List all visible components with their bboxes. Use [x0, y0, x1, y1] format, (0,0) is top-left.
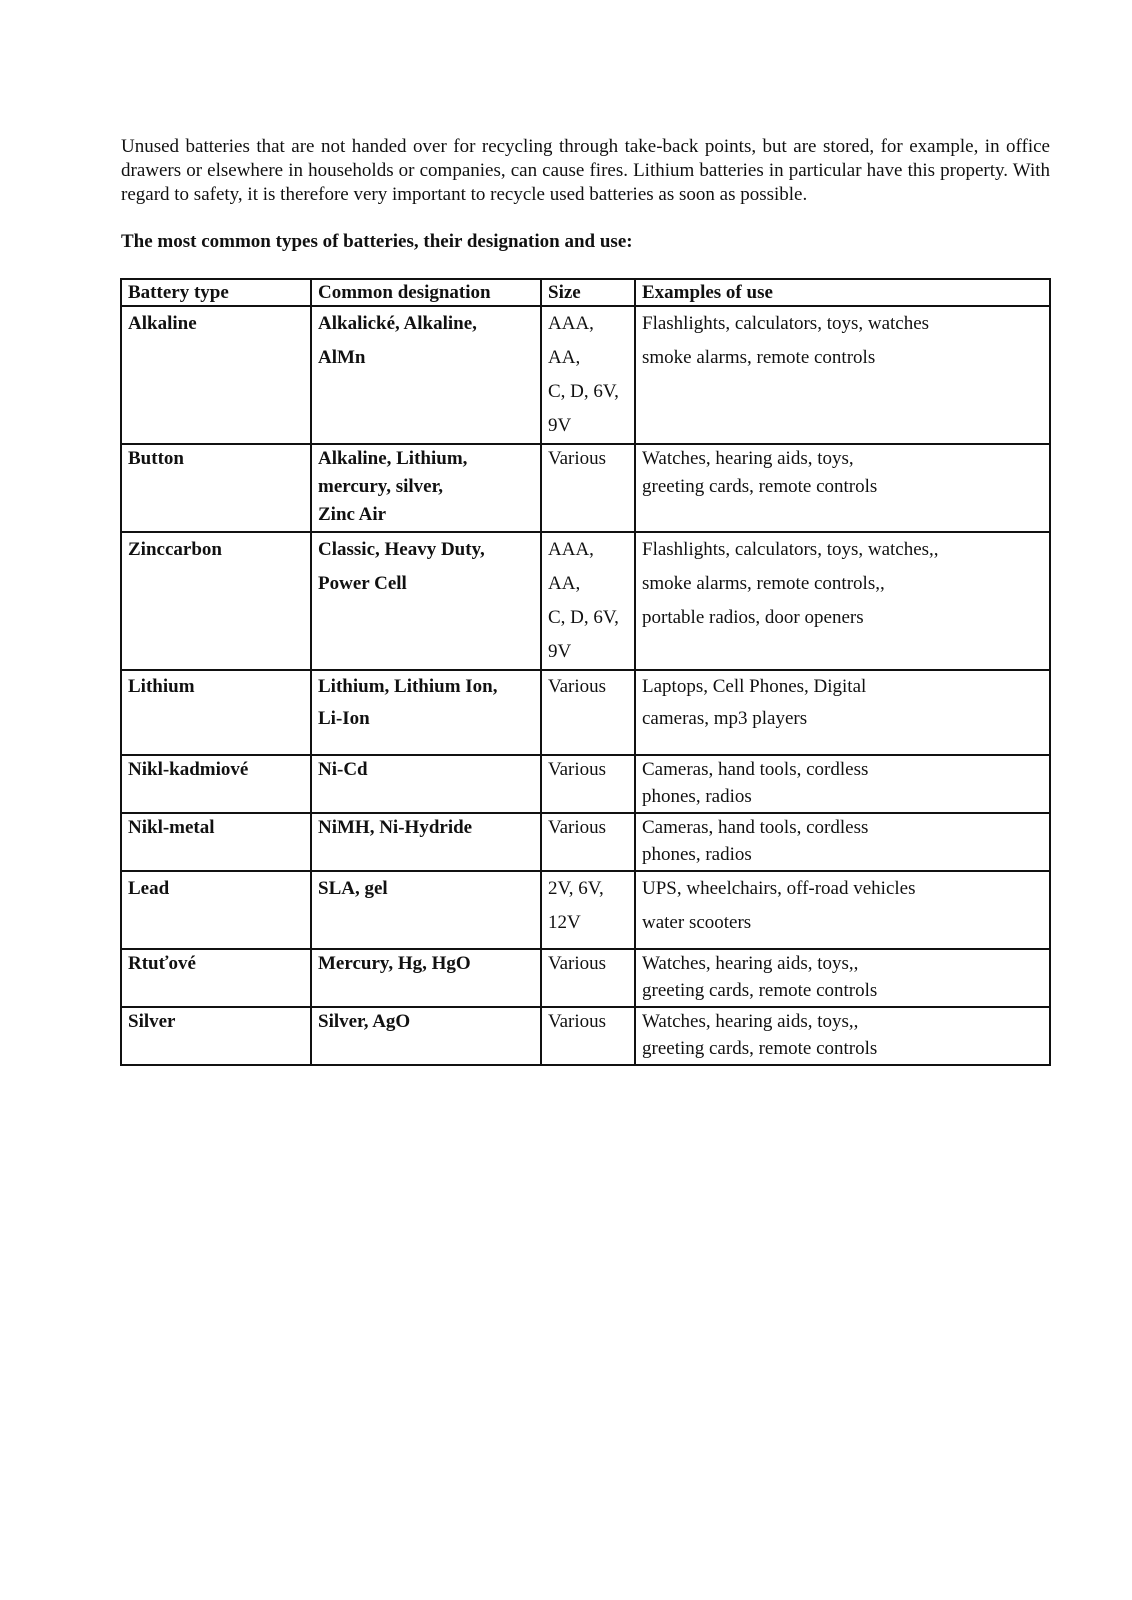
cell-examples: Watches, hearing aids, toys,, greeting cards, remote controls: [635, 949, 1050, 1007]
cell-battery-type: Nikl-metal: [121, 813, 311, 871]
cell-designation: Silver, AgO: [311, 1007, 541, 1065]
table-row: [121, 1007, 1050, 1065]
cell-designation: Ni-Cd: [311, 755, 541, 813]
cell-designation: Lithium, Lithium Ion, Li-Ion: [311, 670, 541, 755]
intro-paragraph: Unused batteries that are not handed over for recycling through take-back points, but are stored, for example, in office drawers or elsewhere in households or companies, can cause fires. Lithium batteries in particular have this property. With regard to safety, it is therefore very important to recycle used batteries as soon as possible.: [121, 136, 1050, 205]
cell-designation: Alkalické, Alkaline, AlMn: [311, 306, 541, 444]
table-row: [121, 871, 1050, 949]
cell-size: Various: [541, 670, 635, 755]
cell-examples: Flashlights, calculators, toys, watches,, smoke alarms, remote controls,, portable radios, door openers: [635, 532, 1050, 670]
cell-battery-type: Button: [121, 444, 311, 532]
cell-battery-type: Nikl-kadmiové: [121, 755, 311, 813]
cell-size: AAA, AA, C, D, 6V, 9V: [541, 532, 635, 670]
table-header-row: [121, 279, 1050, 306]
battery-table: [120, 278, 1051, 1066]
cell-examples: UPS, wheelchairs, off-road vehicles water scooters: [635, 871, 1050, 949]
table-row: [121, 306, 1050, 444]
cell-battery-type: Silver: [121, 1007, 311, 1065]
cell-designation: Mercury, Hg, HgO: [311, 949, 541, 1007]
cell-size: 2V, 6V, 12V: [541, 871, 635, 949]
cell-examples: Flashlights, calculators, toys, watches smoke alarms, remote controls: [635, 306, 1050, 444]
cell-size: Various: [541, 755, 635, 813]
header-size: Size: [541, 279, 635, 306]
cell-designation: Alkaline, Lithium, mercury, silver, Zinc Air: [311, 444, 541, 532]
cell-examples: Laptops, Cell Phones, Digital cameras, mp3 players: [635, 670, 1050, 755]
cell-examples: Watches, hearing aids, toys,, greeting cards, remote controls: [635, 1007, 1050, 1065]
cell-size: Various: [541, 813, 635, 871]
cell-battery-type: Lead: [121, 871, 311, 949]
table-row: [121, 755, 1050, 813]
cell-size: AAA, AA, C, D, 6V, 9V: [541, 306, 635, 444]
cell-designation: SLA, gel: [311, 871, 541, 949]
cell-battery-type: Alkaline: [121, 306, 311, 444]
cell-size: Various: [541, 1007, 635, 1065]
header-examples-of-use: Examples of use: [635, 279, 1050, 306]
cell-battery-type: Zinccarbon: [121, 532, 311, 670]
table-row: [121, 444, 1050, 532]
cell-designation: NiMH, Ni-Hydride: [311, 813, 541, 871]
cell-examples: Cameras, hand tools, cordless phones, radios: [635, 755, 1050, 813]
table-row: [121, 813, 1050, 871]
cell-examples: Watches, hearing aids, toys, greeting cards, remote controls: [635, 444, 1050, 532]
header-battery-type: Battery type: [121, 279, 311, 306]
cell-battery-type: Rtuťové: [121, 949, 311, 1007]
cell-examples: Cameras, hand tools, cordless phones, radios: [635, 813, 1050, 871]
cell-battery-type: Lithium: [121, 670, 311, 755]
table-row: [121, 532, 1050, 670]
cell-size: Various: [541, 444, 635, 532]
table-row: [121, 949, 1050, 1007]
cell-designation: Classic, Heavy Duty, Power Cell: [311, 532, 541, 670]
table-row: [121, 670, 1050, 755]
cell-size: Various: [541, 949, 635, 1007]
header-common-designation: Common designation: [311, 279, 541, 306]
table-heading: The most common types of batteries, their designation and use:: [121, 231, 633, 252]
